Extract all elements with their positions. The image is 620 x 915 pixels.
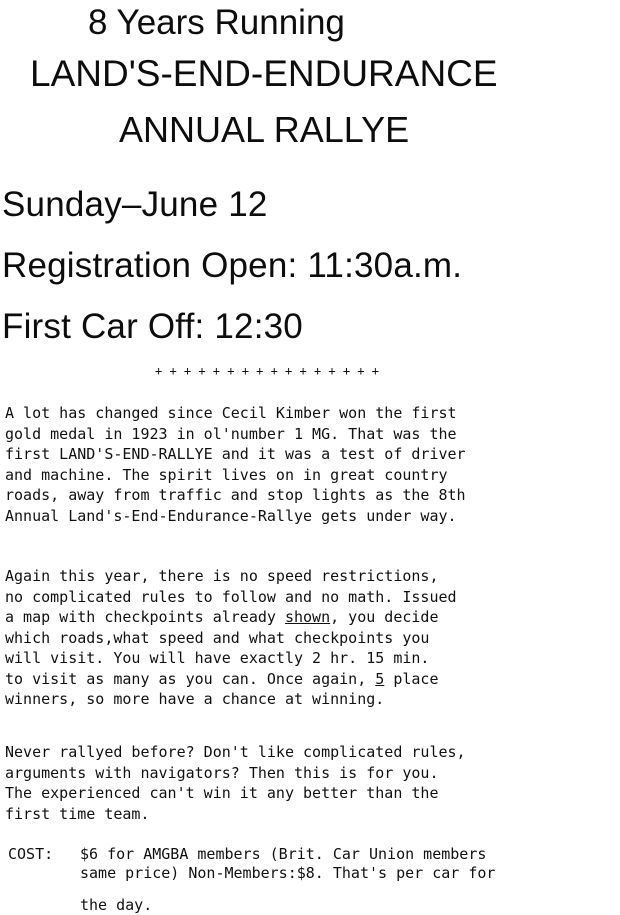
paragraph-line bbox=[5, 669, 457, 690]
paragraph-line: roads, away from traffic and stop lights as the 8th bbox=[5, 486, 466, 504]
rules-paragraph bbox=[5, 566, 457, 710]
history-paragraph bbox=[5, 403, 466, 526]
paragraph-line: arguments with navigators? Then this is for you. bbox=[5, 763, 439, 782]
line-text: , you decide bbox=[330, 608, 439, 626]
paragraph-line: which roads,what speed and what checkpoints you bbox=[5, 628, 430, 647]
event-date: Sunday–June 12 bbox=[2, 185, 268, 224]
headline-annual-rallye: ANNUAL RALLYE bbox=[119, 109, 410, 150]
paragraph-line: and machine. The spirit lives on in great country bbox=[5, 465, 448, 484]
paragraph-line: first LAND'S-END-RALLYE and it was a test of driver bbox=[5, 445, 466, 463]
line-text: place bbox=[384, 669, 439, 688]
paragraph-line: no complicated rules to follow and no math. Issued bbox=[5, 587, 457, 606]
cost-line: $6 for AMGBA members (Brit. Car Union members bbox=[80, 845, 487, 863]
cost-label: COST: bbox=[8, 845, 54, 863]
plus-divider: + + + + + + + + + + + + + + + + bbox=[155, 364, 379, 378]
paragraph-line bbox=[5, 607, 457, 628]
cost-line: same price) Non-Members:$8. That's per car for bbox=[80, 864, 496, 882]
paragraph-line: Again this year, there is no speed restrictions, bbox=[5, 567, 439, 585]
line-text: to visit as many as you can. Once again, bbox=[5, 669, 376, 688]
headline-years-running: 8 Years Running bbox=[88, 3, 345, 42]
paragraph-line: first time team. bbox=[5, 804, 150, 823]
paragraph-line: The experienced can't win it any better than the bbox=[5, 784, 439, 802]
first-car-time: First Car Off: 12:30 bbox=[2, 307, 303, 346]
headline-event-name: LAND'S-END-ENDURANCE bbox=[30, 53, 498, 94]
underlined-word-shown: shown bbox=[284, 608, 331, 626]
paragraph-line: Never rallyed before? Don't like complicated rules, bbox=[5, 743, 466, 761]
paragraph-line: will visit. You will have exactly 2 hr. 15 min. bbox=[5, 649, 430, 667]
paragraph-line: winners, so more have a chance at winning. bbox=[5, 690, 385, 708]
paragraph-line: gold medal in 1923 in ol'number 1 MG. That was the bbox=[5, 424, 457, 443]
paragraph-line: A lot has changed since Cecil Kimber won the first bbox=[5, 404, 457, 422]
paragraph-line: Annual Land's-End-Endurance-Rallye gets under way. bbox=[5, 506, 457, 525]
cost-line: the day. bbox=[80, 896, 153, 914]
line-text: a map with checkpoints already bbox=[5, 608, 285, 626]
registration-time: Registration Open: 11:30a.m. bbox=[2, 246, 463, 285]
underlined-number-five: 5 bbox=[375, 669, 385, 688]
newcomers-paragraph bbox=[5, 742, 466, 824]
